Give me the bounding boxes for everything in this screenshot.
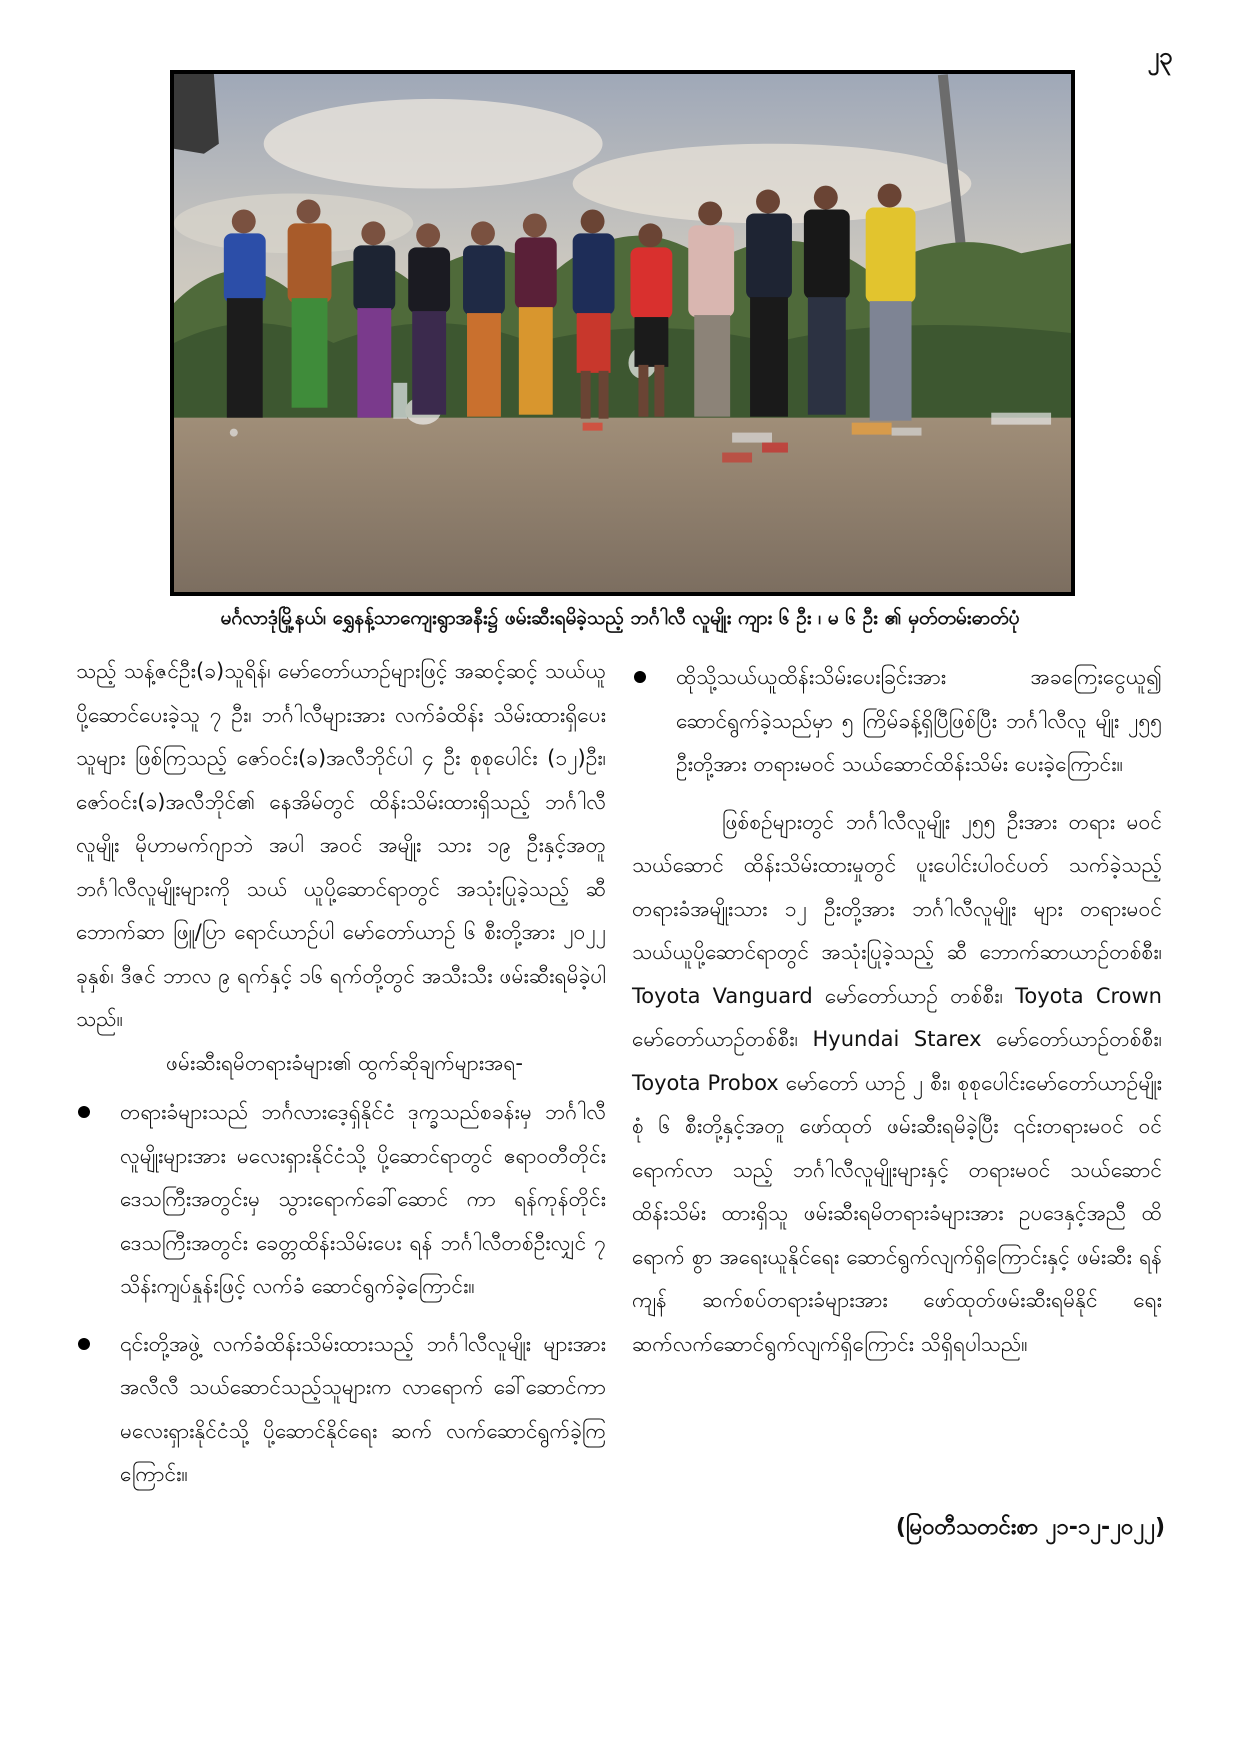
list-item [76, 1323, 606, 1497]
left-column [76, 650, 606, 1511]
list-item-text: ထိုသို့သယ်ယူထိန်းသိမ်းပေးခြင်းအား အခကြေးငွေယူ၍ ဆောင်ရွက်ခဲ့သည်မှာ ၅ ကြိမ်ခန့်ရှိပြီဖြစ်ပြီး ဘင်္ဂါလီလူ မျိုး ၂၅၅ ဦးတို့အား တရားမဝင် သယ်ဆောင်ထိန်းသိမ်း ပေးခဲ့ကြောင်း။ [676, 665, 1162, 776]
bullet-icon [78, 1106, 90, 1118]
bullet-list [76, 1091, 606, 1497]
page-number: ၂၃ [1147, 42, 1173, 70]
photo-caption: မင်္ဂလာဒုံမြို့နယ်၊ ရွှေနန့်သာကျေးရွာအနီး၌ ဖမ်းဆီးရမိခဲ့သည့် ဘင်္ဂါလီ လူမျိုး ကျား ၆ ဦး ၊ မ ၆ ဦး ၏ မှတ်တမ်းဓာတ်ပုံ [220, 607, 1020, 629]
body-paragraph: ဖမ်းဆီးရမိတရားခံများ၏ ထွက်ဆိုချက်များအရ- [166, 1050, 523, 1075]
body-paragraph: ဖြစ်စဉ်များတွင် ဘင်္ဂါလီလူမျိုး ၂၅၅ ဦးအား တရား မဝင်သယ်ဆောင် ထိန်းသိမ်းထားမှုတွင် ပူးပေါင်းပါဝင်ပတ် သက်ခဲ့သည့် တရားခံအမျိုးသား ၁၂ ဦးတို့အား ဘင်္ဂါလီလူမျိုး များ တရားမဝင်သယ်ယူပို့ဆောင်ရာတွင် အသုံးပြုခဲ့သည့် ဆီ ဘောက်ဆာယာဉ်တစ်စီး၊ Toyota Vanguard မော်တော်ယာဉ် တစ်စီး၊ Toyota Crown မော်တော်ယာဉ်တစ်စီး၊ Hyundai Starex မော်တော်ယာဉ်တစ်စီး၊ Toyota Probox မော်တော် ယာဉ် ၂ စီး၊ စုစုပေါင်းမော်တော်ယာဉ်မျိုးစုံ ၆ စီးတို့နှင့်အတူ ဖော်ထုတ် ဖမ်းဆီးရမိခဲ့ပြီး ၎င်းတရားမဝင် ဝင်ရောက်လာ သည့် ဘင်္ဂါလီလူမျိုးများနှင့် တရားမဝင် သယ်ဆောင်ထိန်းသိမ်း ထားရှိသူ ဖမ်းဆီးရမိတရားခံများအား ဥပဒေနှင့်အညီ ထိရောက် စွာ အရေးယူနိုင်ရေး ဆောင်ရွက်လျက်ရှိကြောင်းနှင့် ဖမ်းဆီး ရန်ကျန် ဆက်စပ်တရားခံများအား ဖော်ထုတ်ဖမ်းဆီးရမိနိုင် ရေး ဆက်လက်ဆောင်ရွက်လျက်ရှိကြောင်း သိရှိရပါသည်။ [632, 809, 1162, 1356]
bullet-icon [78, 1338, 90, 1350]
list-item-text: ၎င်းတို့အဖွဲ့ လက်ခံထိန်းသိမ်းထားသည့် ဘင်္ဂါလီလူမျိုး များအား အလီလီ သယ်ဆောင်သည့်သူများက လာရောက် ခေါ်ဆောင်ကာ မလေးရှားနိုင်ငံသို့ ပို့ဆောင်နိုင်ရေး ဆက် လက်ဆောင်ရွက်ခဲ့ကြကြောင်း။ [120, 1331, 606, 1486]
list-item [632, 656, 1162, 787]
group-photo-image [174, 74, 1071, 592]
source-citation: (မြဝတီသတင်းစာ ၂၁-၁၂-၂၀၂၂) [895, 1515, 1165, 1540]
list-item [76, 1091, 606, 1309]
right-column [632, 650, 1162, 1366]
bullet-icon [634, 671, 646, 683]
news-photo [170, 70, 1075, 596]
body-paragraph: သည့် သန့်ဇင်ဦး(ခ)သူရိန်၊ မော်တော်ယာဉ်များဖြင့် အဆင့်ဆင့် သယ်ယူပို့ဆောင်ပေးခဲ့သူ ၇ ဦး၊ ဘင်္ဂါလီများအား လက်ခံထိန်း သိမ်းထားရှိပေးသူများ ဖြစ်ကြသည့် ဇော်ဝင်း(ခ)အလီဘိုင်ပါ ၄ ဦး စုစုပေါင်း (၁၂)ဦး၊ ဇော်ဝင်း(ခ)အလီဘိုင်၏ နေအိမ်တွင် ထိန်းသိမ်းထားရှိသည့် ဘင်္ဂါလီလူမျိုး မိုဟာမက်ဂျာဘဲ အပါ အဝင် အမျိုး သား ၁၉ ဦးနှင့်အတူ ဘင်္ဂါလီလူမျိုးများကို သယ် ယူပို့ဆောင်ရာတွင် အသုံးပြုခဲ့သည့် ဆီဘောက်ဆာ ဖြူ/ပြာ ရောင်ယာဉ်ပါ မော်တော်ယာဉ် ၆ စီးတို့အား ၂၀၂၂ ခုနှစ်၊ ဒီဇင် ဘာလ ၉ ရက်နှင့် ၁၆ ရက်တို့တွင် အသီးသီး ဖမ်းဆီးရမိခဲ့ပါ သည်။ [76, 659, 606, 1031]
list-item-text: တရားခံများသည် ဘင်္ဂလားဒေ့ရှ်နိုင်ငံ ဒုက္ခသည်စခန်းမှ ဘင်္ဂါလီလူမျိုးများအား မလေးရှားနိုင်ငံသို့ ပို့ဆောင်ရာတွင် ဧရာဝတီတိုင်းဒေသကြီးအတွင်းမှ သွားရောက်ခေါ်ဆောင် ကာ ရန်ကုန်တိုင်းဒေသကြီးအတွင်း ခေတ္တထိန်းသိမ်းပေး ရန် ဘင်္ဂါလီတစ်ဦးလျှင် ၇ သိန်းကျပ်နှုန်းဖြင့် လက်ခံ ဆောင်ရွက်ခဲ့ကြောင်း။ [120, 1100, 606, 1298]
bullet-list [632, 656, 1162, 787]
